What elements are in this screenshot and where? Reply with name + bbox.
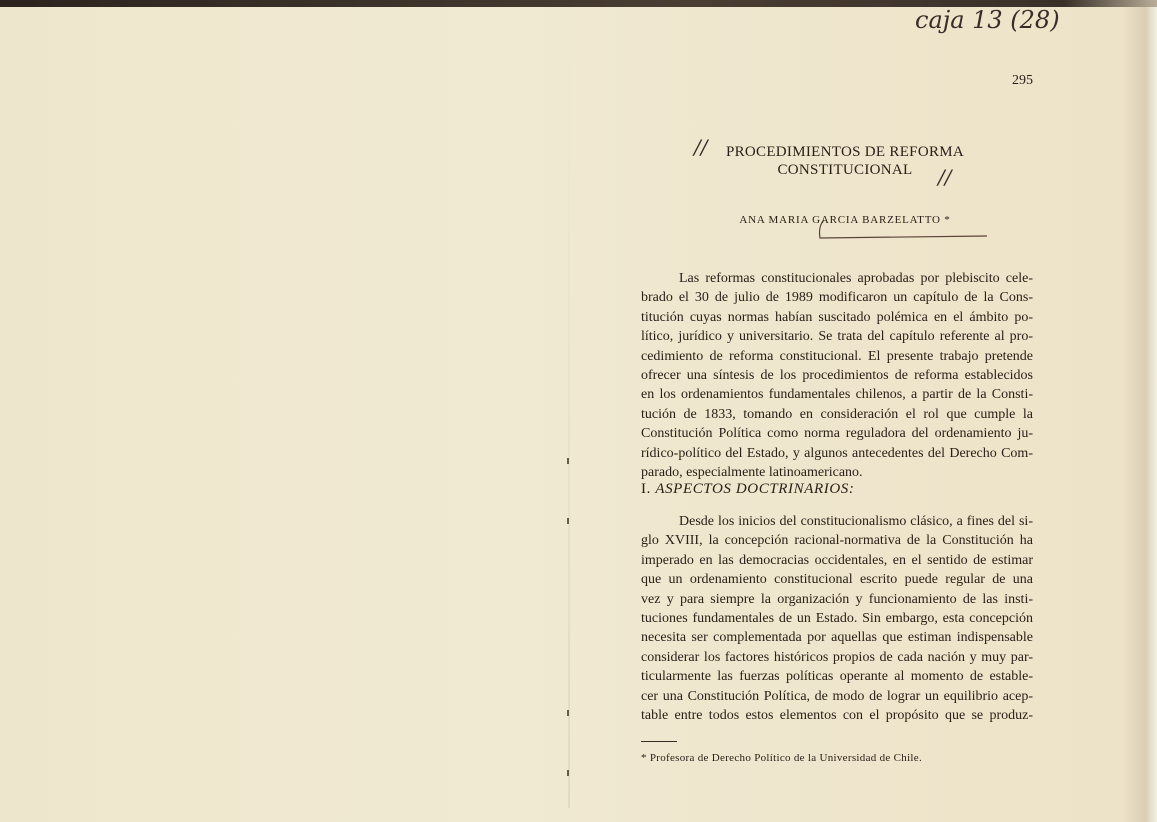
- page-number: 295: [1012, 73, 1033, 88]
- section-label: ASPECTOS DOCTRINARIOS:: [655, 481, 855, 497]
- text-line: ticularmente las fuerzas políticas operante al momento de estable-: [641, 669, 1033, 685]
- text-line: tuciones fundamentales de un Estado. Sin embargo, esta concepción: [641, 611, 1033, 626]
- book-gutter: [568, 8, 570, 808]
- gutter-mark: [567, 710, 569, 716]
- author: ANA MARIA GARCIA BARZELATTO *: [739, 214, 951, 226]
- text-line: titución cuyas normas habían suscitado polémica en el ámbito po-: [641, 309, 1033, 325]
- article-title-line1: PROCEDIMIENTOS DE REFORMA: [725, 144, 965, 160]
- footnote-rule: [641, 741, 677, 742]
- text-line: vez y para siempre la organización y funcionamiento de las insti-: [641, 591, 1033, 607]
- text-line: glo XVIII, la concepción racional-normativa de la Constitución ha: [641, 533, 1033, 549]
- text-line: parado, especialmente latinoamericano.: [641, 465, 863, 480]
- footnote: * Profesora de Derecho Político de la Universidad de Chile.: [641, 752, 923, 764]
- article-title-line2: CONSTITUCIONAL: [777, 162, 913, 178]
- text-line: imperado en las democracias occidentales, en el sentido de estimar: [641, 552, 1033, 568]
- text-line: table entre todos estos elementos con el propósito que se produz-: [641, 708, 1033, 723]
- text-line: Las reformas constitucionales aprobadas por plebiscito cele-: [679, 271, 1033, 286]
- handwritten-mark: //: [938, 165, 952, 189]
- text-line: brado el 30 de julio de 1989 modificaron un capítulo de la Cons-: [641, 290, 1033, 306]
- section-heading: [641, 481, 854, 498]
- text-line: tución de 1833, tomando en consideración el rol que cumple la: [641, 406, 1033, 422]
- gutter-mark: [567, 518, 569, 524]
- text-line: cedimiento de reforma constitucional. El presente trabajo pretende: [641, 348, 1033, 364]
- text-line: que un ordenamiento constitucional escrito puede regular de una: [641, 572, 1033, 588]
- text-line: en los ordenamientos fundamentales chilenos, a partir de la Consti-: [641, 387, 1033, 403]
- gutter-mark: [567, 458, 569, 464]
- text-line: lítico, jurídico y universitario. Se trata del capítulo referente al pro-: [641, 329, 1033, 345]
- handwritten-note: caja 13 (28): [915, 6, 1060, 34]
- text-line: considerar los factores históricos propios de cada nación y muy par-: [641, 649, 1033, 665]
- text-line: ofrecer una síntesis de los procedimientos de reforma establecidos: [641, 368, 1033, 383]
- text-line: rídico-político del Estado, y algunos antecedentes del Derecho Com-: [641, 445, 1033, 461]
- text-line: Constitución Política como norma reguladora del ordenamiento ju-: [641, 426, 1033, 442]
- text-line: Desde los inicios del constitucionalismo clásico, a fines del si-: [679, 514, 1033, 529]
- text-line: cer una Constitución Política, de modo de lograr un equilibrio acep-: [641, 688, 1033, 704]
- section-number: I.: [641, 481, 651, 497]
- gutter-mark: [567, 770, 569, 776]
- handwritten-mark: //: [694, 135, 708, 159]
- text-line: necesita ser complementada por aquellas que estiman indispensable: [641, 630, 1033, 646]
